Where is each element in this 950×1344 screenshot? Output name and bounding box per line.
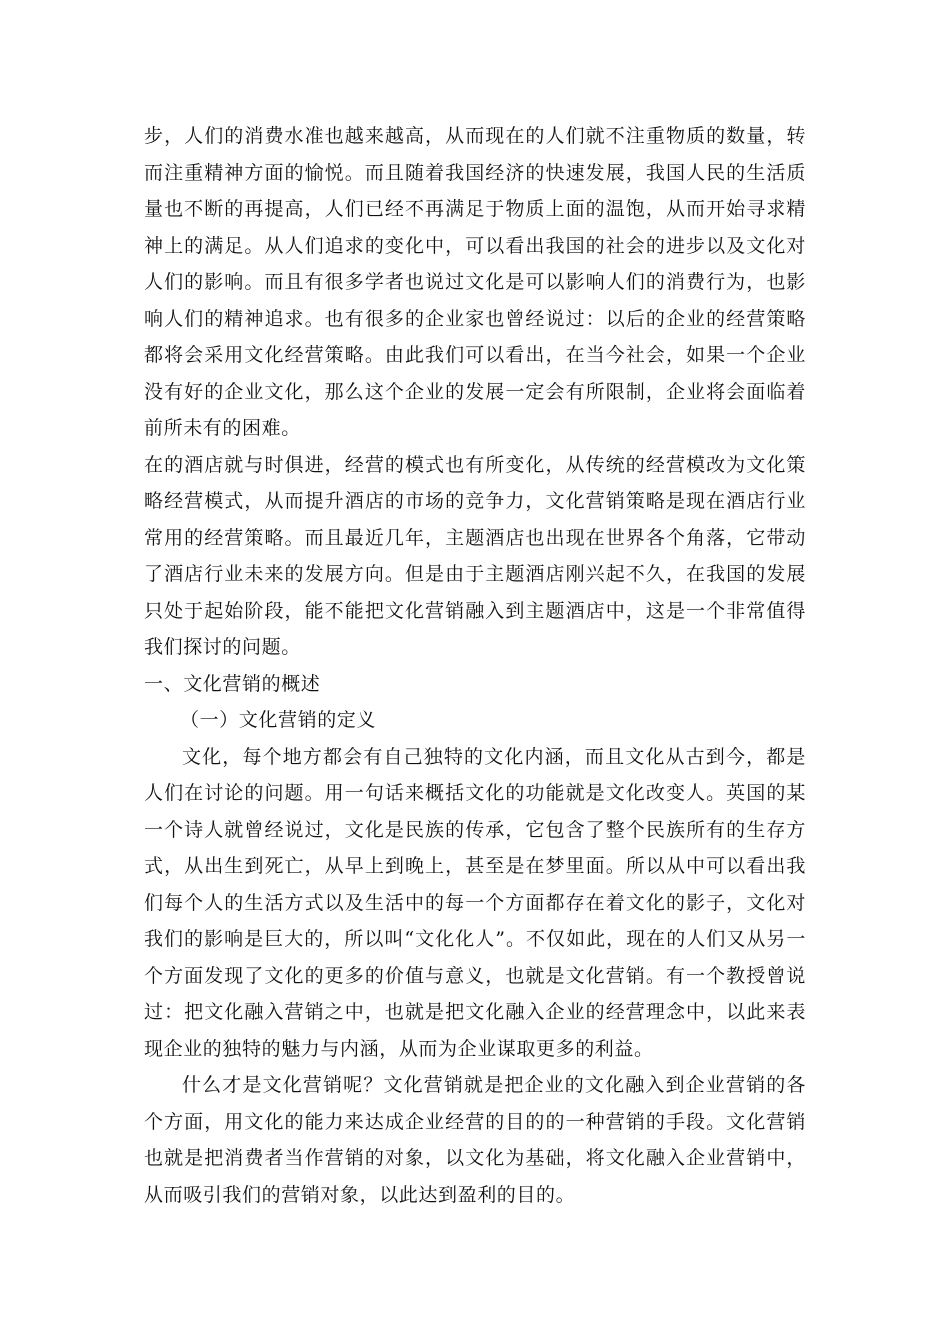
paragraph-hotel-culture: 在的酒店就与时俱进，经营的模式也有所变化，从传统的经营模改为文化策略经营模式，从而提升酒店的市场的竞争力，文化营销策略是现在酒店行业常用的经营策略。而且最近几年，主题酒店也出现在世界各个角落，它带动了酒店行业未来的发展方向。但是由于主题酒店刚兴起不久，在我国的发展只处于起始阶段，能不能把文化营销融入到主题酒店中，这是一个非常值得我们探讨的问题。 [144,453,806,658]
document-body [144,118,806,1213]
paragraph-culture-marketing: 什么才是文化营销呢？文化营销就是把企业的文化融入到企业营销的各个方面，用文化的能力来达成企业经营的目的的一种营销的手段。文化营销也就是把消费者当作营销的对象，以文化为基础，将文化融入企业营销中，从而吸引我们的营销对象，以此达到盈利的目的。 [144,1074,806,1206]
section-heading: 一、文化营销的概述 [144,672,321,695]
subsection-heading: （一）文化营销的定义 [180,709,377,731]
paragraph-consumer-spirit: 步，人们的消费水准也越来越高，从而现在的人们就不注重物质的数量，转而注重精神方面的愉悦。而且随着我国经济的快速发展，我国人民的生活质量也不断的再提高，人们已经不再满足于物质上面的温饱，从而开始寻求精神上的满足。从人们追求的变化中，可以看出我国的社会的进步以及文化对人们的影响。而且有很多学者也说过文化是可以影响人们的消费行为，也影响人们的精神追求。也有很多的企业家也曾经说过：以后的企业的经营策略都将会采用文化经营策略。由此我们可以看出，在当今社会，如果一个企业没有好的企业文化，那么这个企业的发展一定会有所限制，企业将会面临着前所未有的困难。 [144,125,806,439]
paragraph-culture-definition: 文化，每个地方都会有自己独特的文化内涵，而且文化从古到今，都是人们在讨论的问题。用一句话来概括文化的功能就是文化改变人。英国的某一个诗人就曾经说过，文化是民族的传承，它包含了整个民族所有的生存方式，从出生到死亡，从早上到晚上，甚至是在梦里面。所以从中可以看出我们每个人的生活方式以及生活中的每一个方面都存在着文化的影子，文化对我们的影响是巨大的，所以叫“文化化人”。不仅如此，现在的人们又从另一个方面发现了文化的更多的价值与意义，也就是文化营销。有一个教授曾说过：把文化融入营销之中，也就是把文化融入企业的经营理念中，以此来表现企业的独特的魅力与内涵，从而为企业谋取更多的利益。 [144,745,806,1060]
